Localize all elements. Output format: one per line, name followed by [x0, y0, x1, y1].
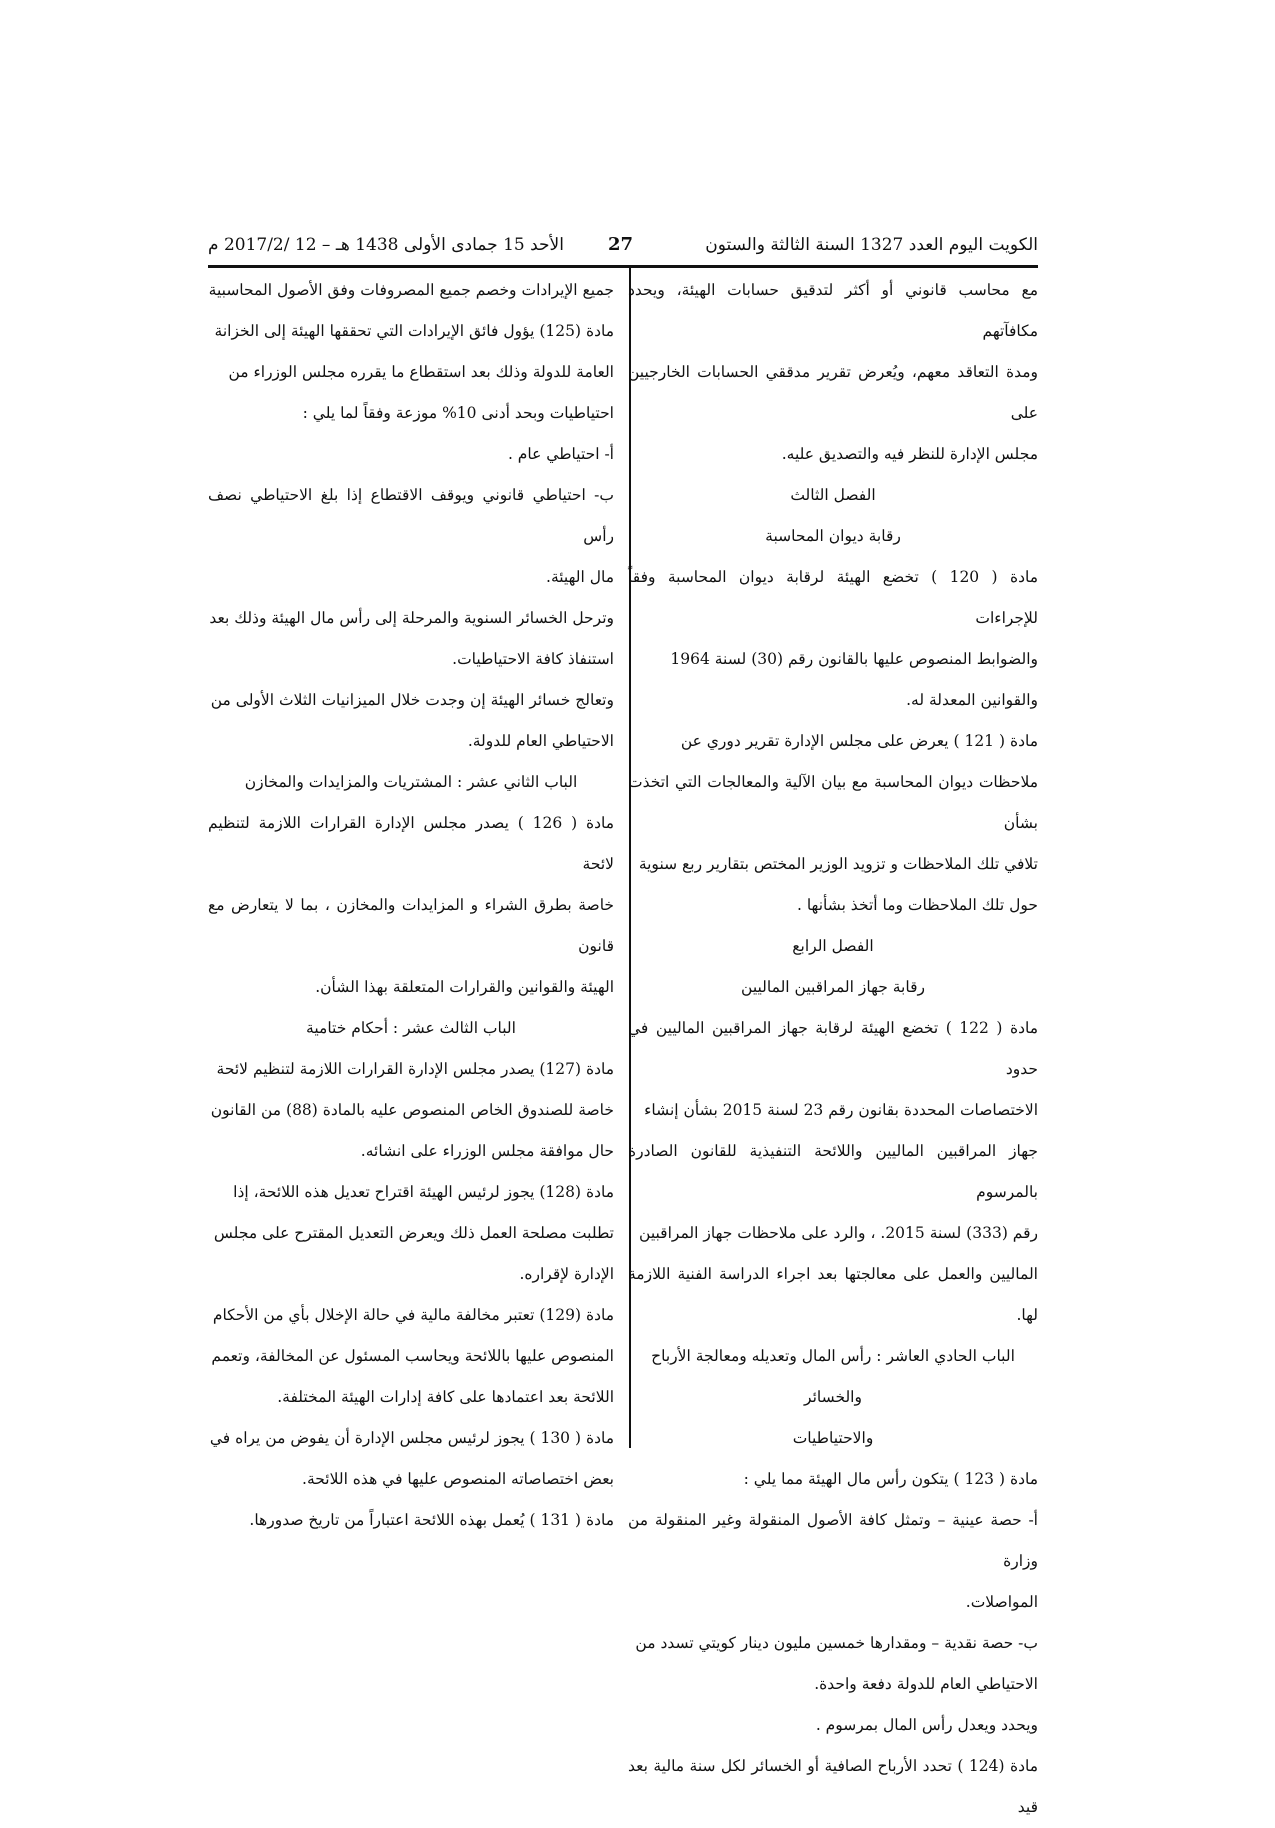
- text-line: المواصلات.: [965, 1593, 1038, 1611]
- text-line: مادة ( 122 ) تخضع الهيئة لرقابة جهاز المراقبين الماليين في حدود: [628, 1019, 1038, 1078]
- text-line: مادة (128) يجوز لرئيس الهيئة اقتراح تعديل هذه اللائحة، إذا: [233, 1183, 614, 1201]
- chapter-subheading: رقابة ديوان المحاسبة: [765, 527, 901, 545]
- text-line: تلافي تلك الملاحظات و تزويد الوزير المختص بتقارير ربع سنوية: [638, 855, 1038, 873]
- text-line: والقوانين المعدلة له.: [906, 691, 1038, 709]
- text-line: رقم (333) لسنة 2015. ، والرد على ملاحظات جهاز المراقبين: [639, 1224, 1038, 1242]
- text-line: استنفاذ كافة الاحتياطيات.: [452, 650, 614, 668]
- page-number: 27: [608, 234, 634, 255]
- chapter-heading: الفصل الرابع: [792, 937, 874, 955]
- text-line: بعض اختصاصاته المنصوص عليها في هذه اللائحة.: [302, 1470, 614, 1488]
- text-line: حول تلك الملاحظات وما أتخذ بشأنها .: [796, 896, 1038, 914]
- text-line: مادة ( 120 ) تخضع الهيئة لرقابة ديوان المحاسبة وفقاً للإجراءات: [628, 568, 1039, 627]
- text-line: أ- حصة عينية – وتمثل كافة الأصول المنقولة وغير المنقولة من وزارة: [628, 1511, 1038, 1570]
- section-heading: الباب الحادي العاشر : رأس المال وتعديله ومعالجة الأرباح والخسائر: [651, 1347, 1015, 1406]
- text-line: وتعالج خسائر الهيئة إن وجدت خلال الميزانيات الثلاث الأولى من: [210, 691, 614, 709]
- page-header: [208, 230, 1038, 260]
- issue-date: الأحد 15 جمادى الأولى 1438 هـ – 12 /2017/2 م: [208, 235, 564, 255]
- text-line: احتياطيات وبحد أدنى 10% موزعة وفقاً لما يلي :: [302, 404, 614, 422]
- text-line: مادة ( 121 ) يعرض على مجلس الإدارة تقرير دوري عن: [680, 732, 1038, 750]
- text-line: مادة ( 123 ) يتكون رأس مال الهيئة مما يلي :: [743, 1470, 1038, 1488]
- header-rule: [208, 265, 1038, 268]
- section-heading: الباب الثاني عشر : المشتريات والمزايدات والمخازن: [244, 773, 578, 791]
- text-line: وترحل الخسائر السنوية والمرحلة إلى رأس مال الهيئة وذلك بعد: [209, 609, 614, 627]
- text-line: الإدارة لإقراره.: [519, 1265, 614, 1283]
- text-line: ملاحظات ديوان المحاسبة مع بيان الآلية والمعالجات التي اتخذت بشأن: [628, 773, 1038, 832]
- left-column: [208, 270, 614, 1541]
- text-line: مجلس الإدارة للنظر فيه والتصديق عليه.: [781, 445, 1038, 463]
- text-line: حال موافقة مجلس الوزراء على انشائه.: [360, 1142, 614, 1160]
- text-line: ويحدد ويعدل رأس المال بمرسوم .: [815, 1716, 1038, 1734]
- text-line: ب- احتياطي قانوني ويوقف الاقتطاع إذا بلغ الاحتياطي نصف رأس: [208, 486, 614, 545]
- text-line: مادة (124 ) تحدد الأرباح الصافية أو الخسائر لكل سنة مالية بعد قيد: [628, 1757, 1038, 1816]
- text-line: مع محاسب قانوني أو أكثر لتدقيق حسابات الهيئة، ويحدد مكافآتهم: [628, 281, 1038, 340]
- text-line: العامة للدولة وذلك بعد استقطاع ما يقرره مجلس الوزراء من: [228, 363, 614, 381]
- section-heading: والاحتياطيات: [792, 1429, 874, 1447]
- text-line: خاصة بطرق الشراء و المزايدات والمخازن ، بما لا يتعارض مع قانون: [208, 896, 614, 955]
- text-line: مادة (125) يؤول فائق الإيرادات التي تحققها الهيئة إلى الخزانة: [214, 322, 614, 340]
- text-line: مادة (127) يصدر مجلس الإدارة القرارات اللازمة لتنظيم لائحة: [216, 1060, 614, 1078]
- text-line: جهاز المراقبين الماليين واللائحة التنفيذية للقانون الصادرة بالمرسوم: [628, 1142, 1038, 1201]
- gazette-issue-info: الكويت اليوم العدد 1327 السنة الثالثة والستون: [705, 235, 1038, 255]
- chapter-heading: الفصل الثالث: [790, 486, 876, 504]
- text-line: ومدة التعاقد معهم، ويُعرض تقرير مدققي الحسابات الخارجيين على: [628, 363, 1038, 422]
- text-line: مادة ( 126 ) يصدر مجلس الإدارة القرارات اللازمة لتنظيم لائحة: [208, 814, 614, 873]
- text-line: الاحتياطي العام للدولة.: [467, 732, 614, 750]
- text-line: مال الهيئة.: [546, 568, 614, 586]
- text-line: الاحتياطي العام للدولة دفعة واحدة.: [814, 1675, 1038, 1693]
- text-line: أ- احتياطي عام .: [507, 445, 614, 463]
- text-line: والضوابط المنصوص عليها بالقانون رقم (30) لسنة 1964: [670, 650, 1038, 668]
- text-line: تطلبت مصلحة العمل ذلك ويعرض التعديل المقترح على مجلس: [213, 1224, 614, 1242]
- text-line: مادة (129) تعتبر مخالفة مالية في حالة الإخلال بأي من الأحكام: [212, 1306, 614, 1324]
- text-line: جميع الإيرادات وخصم جميع المصروفات وفق الأصول المحاسبية: [208, 281, 614, 299]
- text-line: الهيئة والقوانين والقرارات المتعلقة بهذا الشأن.: [315, 978, 614, 996]
- text-line: الماليين والعمل على معالجتها بعد اجراء الدراسة الفنية اللازمة لها.: [628, 1265, 1038, 1324]
- text-line: مادة ( 130 ) يجوز لرئيس مجلس الإدارة أن يفوض من يراه في: [209, 1429, 614, 1447]
- right-column: [628, 270, 1038, 1828]
- text-line: المنصوص عليها باللائحة ويحاسب المسئول عن المخالفة، وتعمم: [211, 1347, 614, 1365]
- text-line: مادة ( 131 ) يُعمل بهذه اللائحة اعتباراً من تاريخ صدورها.: [249, 1511, 614, 1529]
- text-line: الاختصاصات المحددة بقانون رقم 23 لسنة 2015 بشأن إنشاء: [644, 1101, 1038, 1119]
- text-line: اللائحة بعد اعتمادها على كافة إدارات الهيئة المختلفة.: [277, 1388, 614, 1406]
- text-line: ب- حصة نقدية – ومقدارها خمسين مليون دينار كويتي تسدد من: [635, 1634, 1038, 1652]
- text-line: خاصة للصندوق الخاص المنصوص عليه بالمادة (88) من القانون: [210, 1101, 614, 1119]
- section-heading: الباب الثالث عشر : أحكام ختامية: [306, 1019, 516, 1037]
- chapter-subheading: رقابة جهاز المراقبين الماليين: [741, 978, 925, 996]
